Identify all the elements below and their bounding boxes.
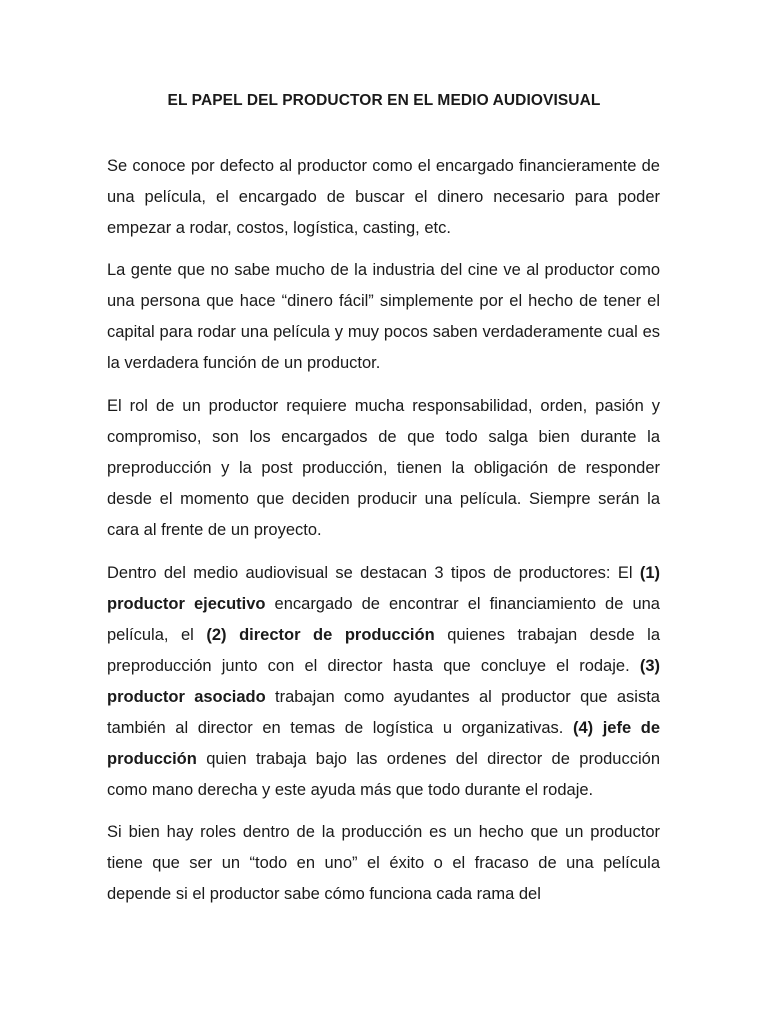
- paragraph-4-text-5: quien trabaja bajo las ordenes del director de producción como mano derecha y este ayuda más que todo durante el rodaje.: [107, 750, 660, 799]
- paragraph-2: La gente que no sabe mucho de la industria del cine ve al productor como una persona que hace “dinero fácil” simplemente por el hecho de tener el capital para rodar una película y muy pocos saben verdaderamente cual es la verdadera función de un productor.: [107, 261, 660, 372]
- paragraph-4-text-3: quienes trabajan desde la preproducción junto con el director hasta que concluye el rodaje.: [107, 626, 661, 675]
- paragraph-4-text-4: trabajan como ayudantes al productor que asista también al director en temas de logística u organizativas.: [107, 688, 660, 737]
- paragraph-4-text-2: encargado de encontrar el financiamiento de una película, el: [107, 595, 660, 644]
- paragraph-4: [107, 558, 660, 806]
- paragraph-4-text-1: Dentro del medio audiovisual se destacan 3 tipos de productores: El: [107, 564, 640, 582]
- term-director-de-produccion: (2) director de producción: [206, 626, 435, 644]
- paragraph-3: El rol de un productor requiere mucha responsabilidad, orden, pasión y compromiso, son los encargados de que todo salga bien durante la preproducción y la post producción, tienen la obligación de responder desde el momento que deciden producir una película. Siempre serán la cara al frente de un proyecto.: [107, 397, 660, 539]
- paragraph-5: Si bien hay roles dentro de la producción es un hecho que un productor tiene que ser un “todo en uno” el éxito o el fracaso de una película depende si el productor sabe cómo funciona cada rama del: [107, 823, 660, 903]
- term-jefe-de-produccion: (4) jefe de producción: [107, 719, 660, 768]
- term-productor-ejecutivo: (1) productor ejecutivo: [107, 564, 660, 613]
- paragraph-1: Se conoce por defecto al productor como el encargado financieramente de una película, el encargado de buscar el dinero necesario para poder empezar a rodar, costos, logística, casting, etc.: [107, 157, 660, 237]
- term-productor-asociado: (3) productor asociado: [107, 657, 660, 706]
- document-title: EL PAPEL DEL PRODUCTOR EN EL MEDIO AUDIOVISUAL: [167, 92, 601, 109]
